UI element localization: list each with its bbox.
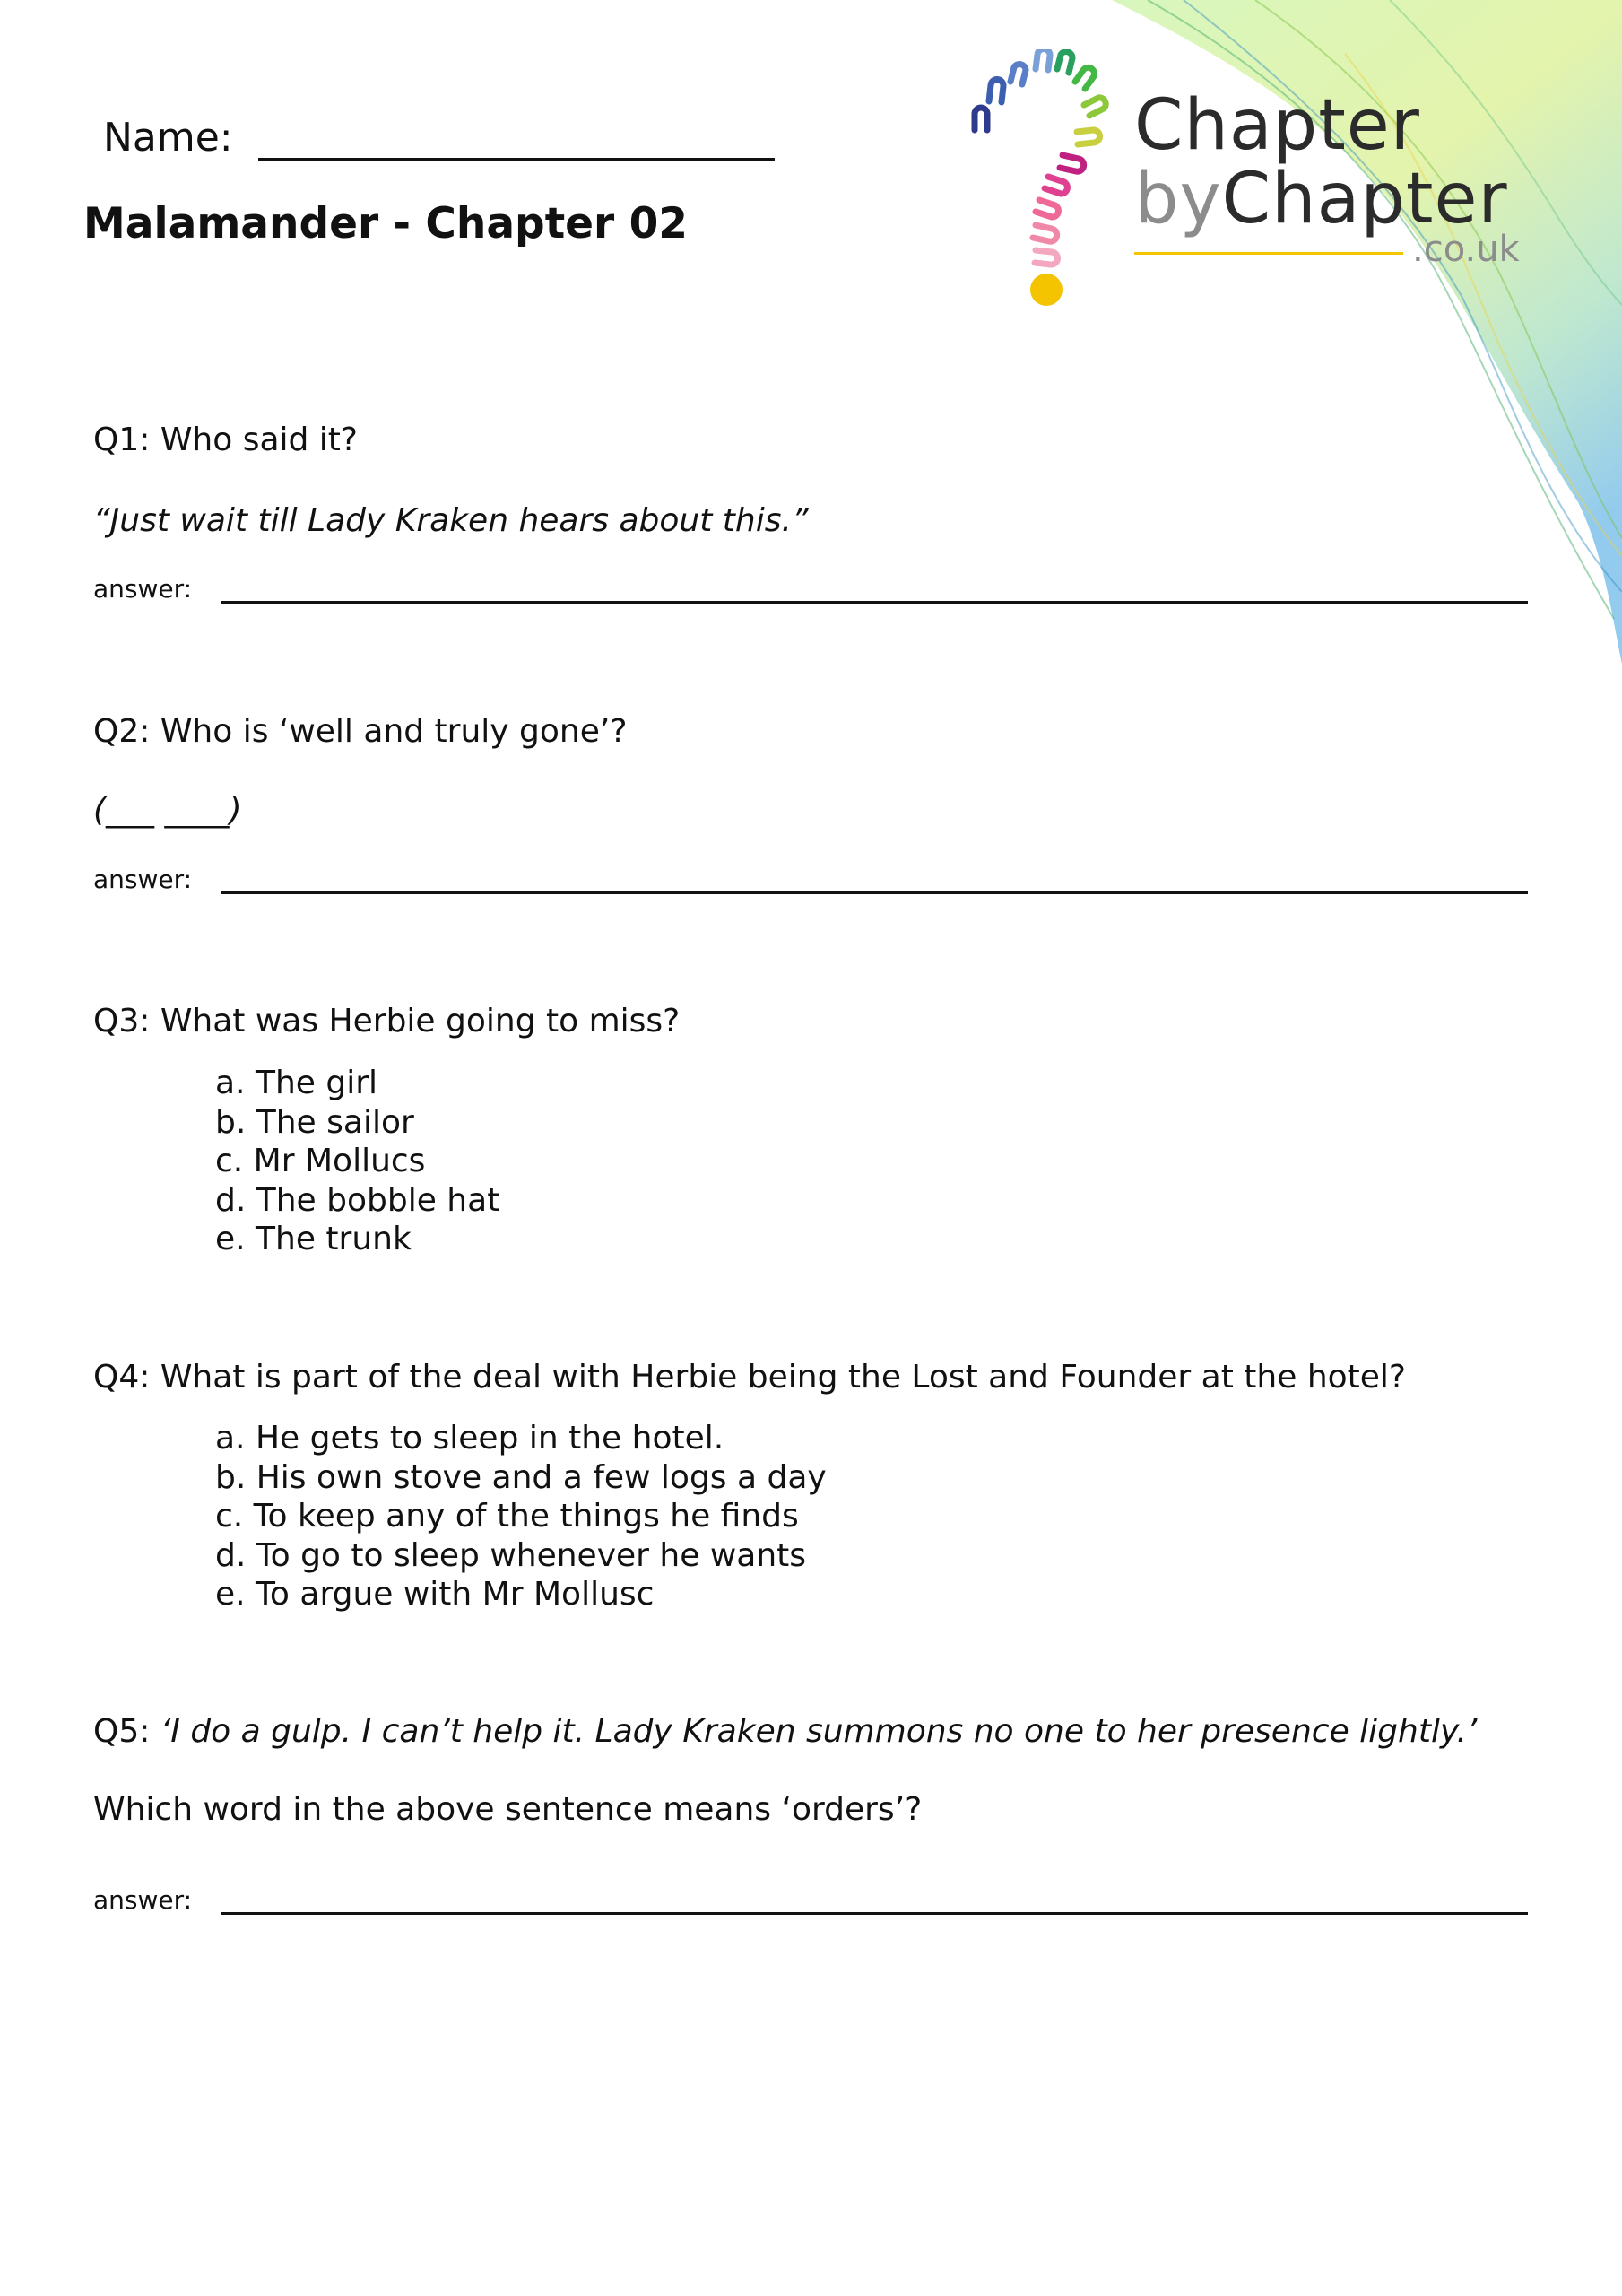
- logo-underline: [1134, 252, 1403, 255]
- q1-answer-row: [93, 574, 1528, 604]
- q4-option-b: b. His own stove and a few logs a day: [215, 1458, 827, 1496]
- name-label: Name:: [103, 115, 233, 161]
- q1-answer-label: answer:: [93, 574, 193, 604]
- q5-answer-row: [93, 1885, 1528, 1915]
- logo-chapter: Chapter: [1221, 159, 1508, 239]
- q3-option-d: d. The bobble hat: [215, 1181, 500, 1219]
- chapter-by-chapter-logo: [964, 49, 1538, 318]
- q5-prefix: Q5:: [93, 1713, 160, 1750]
- q2-hint: (___ ____): [93, 792, 242, 829]
- logo-line-chapter: Chapter: [1134, 85, 1420, 166]
- logo-by: by: [1134, 159, 1222, 239]
- q3-prompt: Q3: What was Herbie going to miss?: [93, 1003, 681, 1039]
- q1-prompt: Q1: Who said it?: [93, 422, 359, 458]
- q1-answer-line[interactable]: [221, 574, 1528, 604]
- q3-option-e: e. The trunk: [215, 1221, 412, 1257]
- q4-option-d: d. To go to sleep whenever he wants: [215, 1536, 807, 1574]
- q4-option-c: c. To keep any of the things he finds: [215, 1498, 799, 1535]
- q3-options: [215, 1064, 499, 1259]
- q4-prompt: Q4: What is part of the deal with Herbie being the Lost and Founder at the hotel?: [93, 1359, 1407, 1396]
- q2-answer-line[interactable]: [221, 865, 1528, 894]
- q5-answer-line[interactable]: [221, 1885, 1528, 1915]
- q5-answer-label: answer:: [93, 1885, 193, 1915]
- q3-option-b: b. The sailor: [215, 1103, 414, 1141]
- q2-prompt: Q2: Who is ‘well and truly gone’?: [93, 713, 628, 750]
- logo-domain: .co.uk: [1412, 229, 1520, 270]
- q4-options: [215, 1419, 827, 1614]
- q2-answer-label: answer:: [93, 865, 193, 894]
- q4-option-e: e. To argue with Mr Mollusc: [215, 1576, 655, 1613]
- q2-answer-row: [93, 865, 1528, 894]
- q3-option-a: a. The girl: [215, 1065, 378, 1101]
- q3-option-c: c. Mr Mollucs: [215, 1143, 426, 1179]
- name-field-row: [103, 115, 775, 161]
- q5-prompt: [93, 1713, 1477, 1750]
- q5-followup: Which word in the above sentence means ‘orders’?: [93, 1791, 923, 1828]
- logo-line-bychapter: [1134, 159, 1508, 239]
- q4-option-a: a. He gets to sleep in the hotel.: [215, 1420, 724, 1457]
- q5-quote: ‘I do a gulp. I can’t help it. Lady Kraken summons no one to her presence lightly.’: [160, 1713, 1478, 1750]
- page-title: Malamander - Chapter 02: [83, 199, 688, 248]
- name-input-line[interactable]: [258, 115, 775, 161]
- q1-quote: “Just wait till Lady Kraken hears about this.”: [93, 502, 809, 539]
